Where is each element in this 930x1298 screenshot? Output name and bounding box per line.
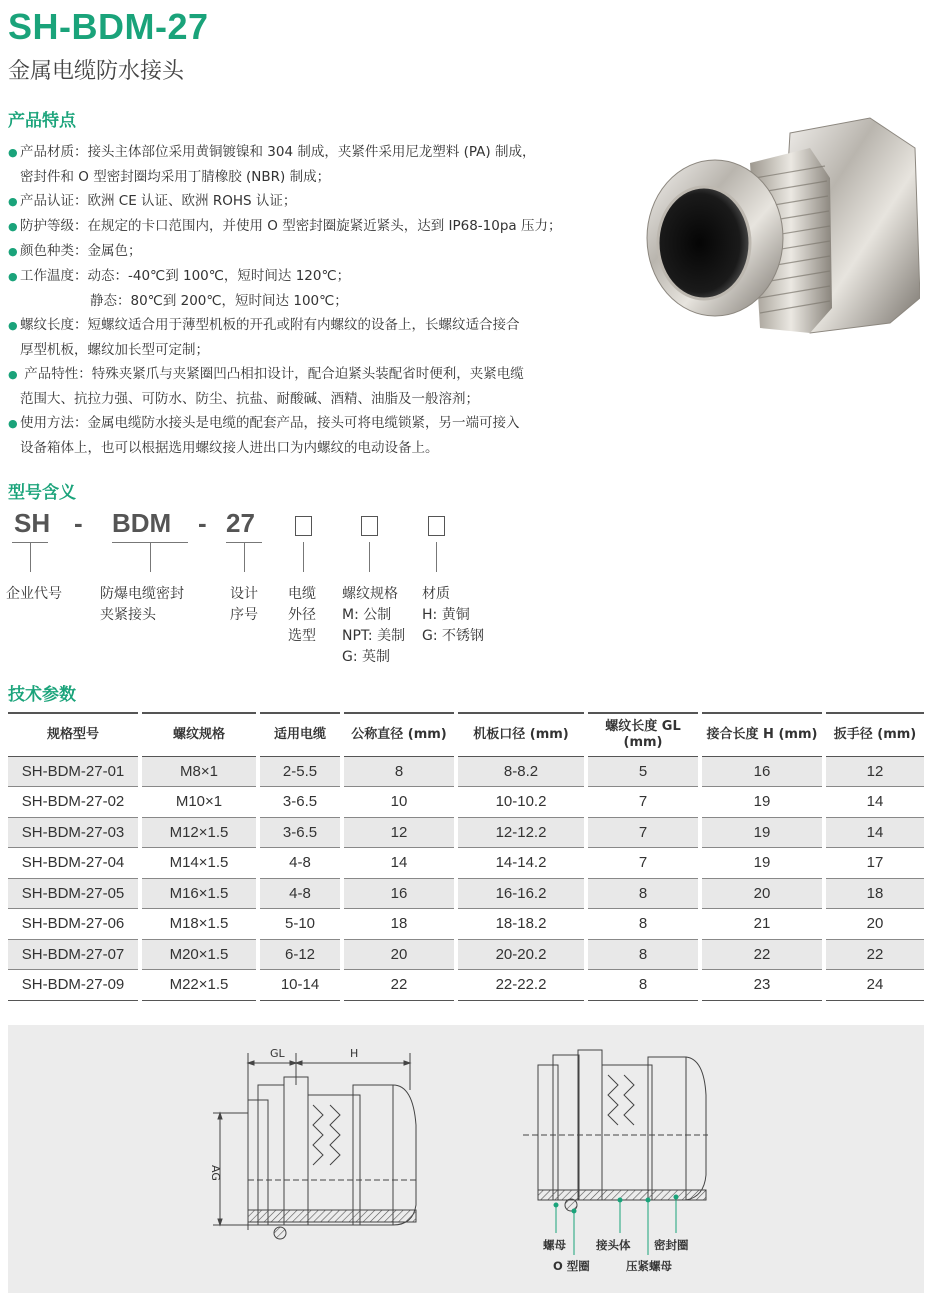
- code-box-material: [428, 516, 445, 536]
- part-label-o-ring: O 型圈: [553, 1259, 590, 1273]
- table-cell: 12: [342, 817, 456, 848]
- feature-text: 螺纹长度：短螺纹适合用于薄型机板的开孔或附有内螺纹的设备上，长螺纹适合接合: [20, 317, 520, 333]
- leader-line: [150, 542, 151, 572]
- feature-line: [8, 436, 608, 460]
- table-cell: 22: [342, 970, 456, 1001]
- table-cell: 10-14: [258, 970, 342, 1001]
- code-part-dash: -: [74, 508, 83, 538]
- bullet-icon: ●: [8, 195, 18, 208]
- table-cell: 20: [700, 878, 824, 909]
- feature-line: [8, 338, 608, 362]
- table-cell: M12×1.5: [140, 817, 258, 848]
- bullet-icon: ●: [8, 220, 18, 233]
- table-cell: 18: [342, 909, 456, 940]
- column-header: 规格型号: [8, 713, 140, 756]
- table-cell: 3-6.5: [258, 817, 342, 848]
- table-cell: SH-BDM-27-04: [8, 848, 140, 879]
- feature-text: 设备箱体上，也可以根据选用螺纹接人进出口为内螺纹的电动设备上。: [20, 440, 439, 456]
- table-cell: 7: [586, 787, 700, 818]
- column-header: 扳手径 (mm): [824, 713, 924, 756]
- table-row: [8, 939, 924, 970]
- feature-text: 防护等级：在规定的卡口范围内，并使用 O 型密封圈旋紧近紧头，达到 IP68-10pa 压力；: [20, 218, 562, 234]
- code-label-serial: 设计 序号: [230, 586, 258, 623]
- table-row: [8, 909, 924, 940]
- column-header: 机板口径 (mm): [456, 713, 586, 756]
- leader-line: [30, 542, 31, 572]
- feature-line: [8, 140, 608, 165]
- table-cell: 22: [700, 939, 824, 970]
- table-cell: 12: [824, 756, 924, 787]
- table-cell: 16: [342, 878, 456, 909]
- column-header: 螺纹规格: [140, 713, 258, 756]
- section-heading-features: 产品特点: [8, 111, 76, 131]
- column-header: 螺纹长度 GL (mm): [586, 713, 700, 756]
- table-cell: 16-16.2: [456, 878, 586, 909]
- table-cell: SH-BDM-27-09: [8, 970, 140, 1001]
- section-heading-params: 技术参数: [8, 685, 76, 705]
- table-cell: SH-BDM-27-02: [8, 787, 140, 818]
- feature-line: [8, 411, 608, 436]
- table-cell: 20: [342, 939, 456, 970]
- feature-text: 工作温度：动态：-40℃到 100℃，短时间达 120℃；: [20, 268, 351, 284]
- feature-text: 厚型机板，螺纹加长型可定制；: [20, 342, 209, 358]
- table-cell: 8: [586, 909, 700, 940]
- table-row: [8, 970, 924, 1001]
- technical-drawing-panel: [8, 1025, 924, 1293]
- table-cell: 24: [824, 970, 924, 1001]
- code-label-company: 企业代号: [6, 586, 62, 602]
- table-header-row: [8, 713, 924, 756]
- table-cell: M14×1.5: [140, 848, 258, 879]
- table-row: [8, 848, 924, 879]
- table-cell: M22×1.5: [140, 970, 258, 1001]
- table-cell: 23: [700, 970, 824, 1001]
- table-cell: 19: [700, 787, 824, 818]
- table-row: [8, 756, 924, 787]
- table-cell: M8×1: [140, 756, 258, 787]
- column-header: 接合长度 H (mm): [700, 713, 824, 756]
- table-cell: 5: [586, 756, 700, 787]
- feature-text: 产品认证：欧洲 CE 认证、欧洲 ROHS 认证；: [20, 193, 297, 209]
- table-cell: 8: [342, 756, 456, 787]
- table-cell: 17: [824, 848, 924, 879]
- table-cell: SH-BDM-27-05: [8, 878, 140, 909]
- page-subtitle: 金属电缆防水接头: [8, 59, 185, 84]
- table-cell: M20×1.5: [140, 939, 258, 970]
- feature-line: [8, 387, 608, 411]
- code-part-dash: -: [198, 508, 207, 538]
- spec-table: [8, 712, 924, 1001]
- feature-line: [8, 165, 608, 189]
- leader-line: [303, 542, 304, 572]
- feature-text: 密封件和 O 型密封圈均采用丁腈橡胶 (NBR) 制成；: [20, 169, 331, 185]
- feature-list: [8, 140, 608, 460]
- part-label-compression-nut: 压紧螺母: [626, 1259, 672, 1273]
- table-cell: 8: [586, 970, 700, 1001]
- table-cell: 19: [700, 817, 824, 848]
- bullet-icon: ●: [8, 245, 18, 258]
- table-cell: 4-8: [258, 848, 342, 879]
- table-cell: M16×1.5: [140, 878, 258, 909]
- feature-line: [8, 362, 608, 387]
- table-cell: 18: [824, 878, 924, 909]
- table-cell: 3-6.5: [258, 787, 342, 818]
- bullet-icon: ●: [8, 417, 18, 430]
- model-code-diagram: [6, 508, 532, 678]
- table-cell: SH-BDM-27-01: [8, 756, 140, 787]
- column-header: 公称直径 (mm): [342, 713, 456, 756]
- table-cell: M10×1: [140, 787, 258, 818]
- part-label-nut: 螺母: [543, 1238, 566, 1252]
- dim-h-label: H: [350, 1047, 359, 1060]
- table-cell: 14: [824, 787, 924, 818]
- table-row: [8, 817, 924, 848]
- code-box-cable: [295, 516, 312, 536]
- table-cell: 2-5.5: [258, 756, 342, 787]
- feature-line: [8, 189, 608, 214]
- table-cell: 10: [342, 787, 456, 818]
- table-cell: 22-22.2: [456, 970, 586, 1001]
- table-cell: 5-10: [258, 909, 342, 940]
- leader-line: [436, 542, 437, 572]
- code-part-serial: 27: [226, 508, 255, 538]
- part-label-seal: 密封圈: [654, 1238, 689, 1252]
- table-row: [8, 787, 924, 818]
- code-part-type: BDM: [112, 508, 172, 538]
- column-header: 适用电缆: [258, 713, 342, 756]
- table-cell: 8: [586, 878, 700, 909]
- table-cell: 20: [824, 909, 924, 940]
- table-cell: 14: [342, 848, 456, 879]
- code-label-type: 防爆电缆密封 夹紧接头: [100, 586, 184, 623]
- feature-text: 范围大、抗拉力强、可防水、防尘、抗盐、耐酸碱、酒精、油脂及一般溶剂；: [20, 391, 479, 407]
- code-box-thread: [361, 516, 378, 536]
- table-cell: 19: [700, 848, 824, 879]
- table-cell: SH-BDM-27-03: [8, 817, 140, 848]
- feature-line: [8, 313, 608, 338]
- feature-line: [8, 214, 608, 239]
- table-cell: 7: [586, 848, 700, 879]
- table-cell: 4-8: [258, 878, 342, 909]
- feature-text: 产品特性：特殊夹紧爪与夹紧圈凹凸相扣设计，配合迫紧头装配省时便利，夹紧电缆: [20, 366, 524, 382]
- feature-text: 静态：80℃到 200℃，短时间达 100℃；: [90, 293, 348, 309]
- table-cell: SH-BDM-27-06: [8, 909, 140, 940]
- code-label-material: 材质 H: 黄铜 G: 不锈钢: [422, 586, 485, 644]
- code-part-company: SH: [14, 508, 51, 538]
- feature-text: 颜色种类：金属色；: [20, 243, 142, 259]
- table-cell: M18×1.5: [140, 909, 258, 940]
- section-heading-model: 型号含义: [8, 483, 76, 503]
- table-cell: 8: [586, 939, 700, 970]
- table-cell: 20-20.2: [456, 939, 586, 970]
- feature-text: 产品材质：接头主体部位采用黄铜镀镍和 304 制成，夹紧件采用尼龙塑料 (PA) 制成，: [20, 144, 536, 160]
- part-label-body: 接头体: [596, 1238, 631, 1252]
- table-cell: 18-18.2: [456, 909, 586, 940]
- bullet-icon: ●: [8, 319, 18, 332]
- code-label-cable: 电缆 外径 选型: [288, 586, 316, 644]
- feature-line: [8, 289, 608, 313]
- leader-line: [244, 542, 245, 572]
- table-cell: 21: [700, 909, 824, 940]
- table-cell: 16: [700, 756, 824, 787]
- feature-line: [8, 239, 608, 264]
- leader-line: [369, 542, 370, 572]
- table-cell: 22: [824, 939, 924, 970]
- bullet-icon: ●: [8, 270, 18, 283]
- dimension-drawing: [8, 1025, 924, 1293]
- cable-gland-photo: [640, 108, 920, 408]
- table-row: [8, 878, 924, 909]
- feature-line: [8, 264, 608, 289]
- feature-text: 使用方法：金属电缆防水接头是电缆的配套产品，接头可将电缆锁紧，另一端可接入: [20, 415, 520, 431]
- table-cell: 14: [824, 817, 924, 848]
- table-cell: 12-12.2: [456, 817, 586, 848]
- table-cell: 8-8.2: [456, 756, 586, 787]
- dim-ag-label: AG: [209, 1165, 222, 1181]
- code-label-thread: 螺纹规格 M: 公制 NPT: 美制 G: 英制: [342, 586, 406, 665]
- bullet-icon: ●: [8, 368, 18, 381]
- table-cell: 10-10.2: [456, 787, 586, 818]
- table-cell: 14-14.2: [456, 848, 586, 879]
- bullet-icon: ●: [8, 146, 18, 159]
- table-cell: 6-12: [258, 939, 342, 970]
- dim-gl-label: GL: [270, 1047, 285, 1060]
- table-cell: SH-BDM-27-07: [8, 939, 140, 970]
- table-cell: 7: [586, 817, 700, 848]
- page-title: SH-BDM-27: [8, 6, 209, 47]
